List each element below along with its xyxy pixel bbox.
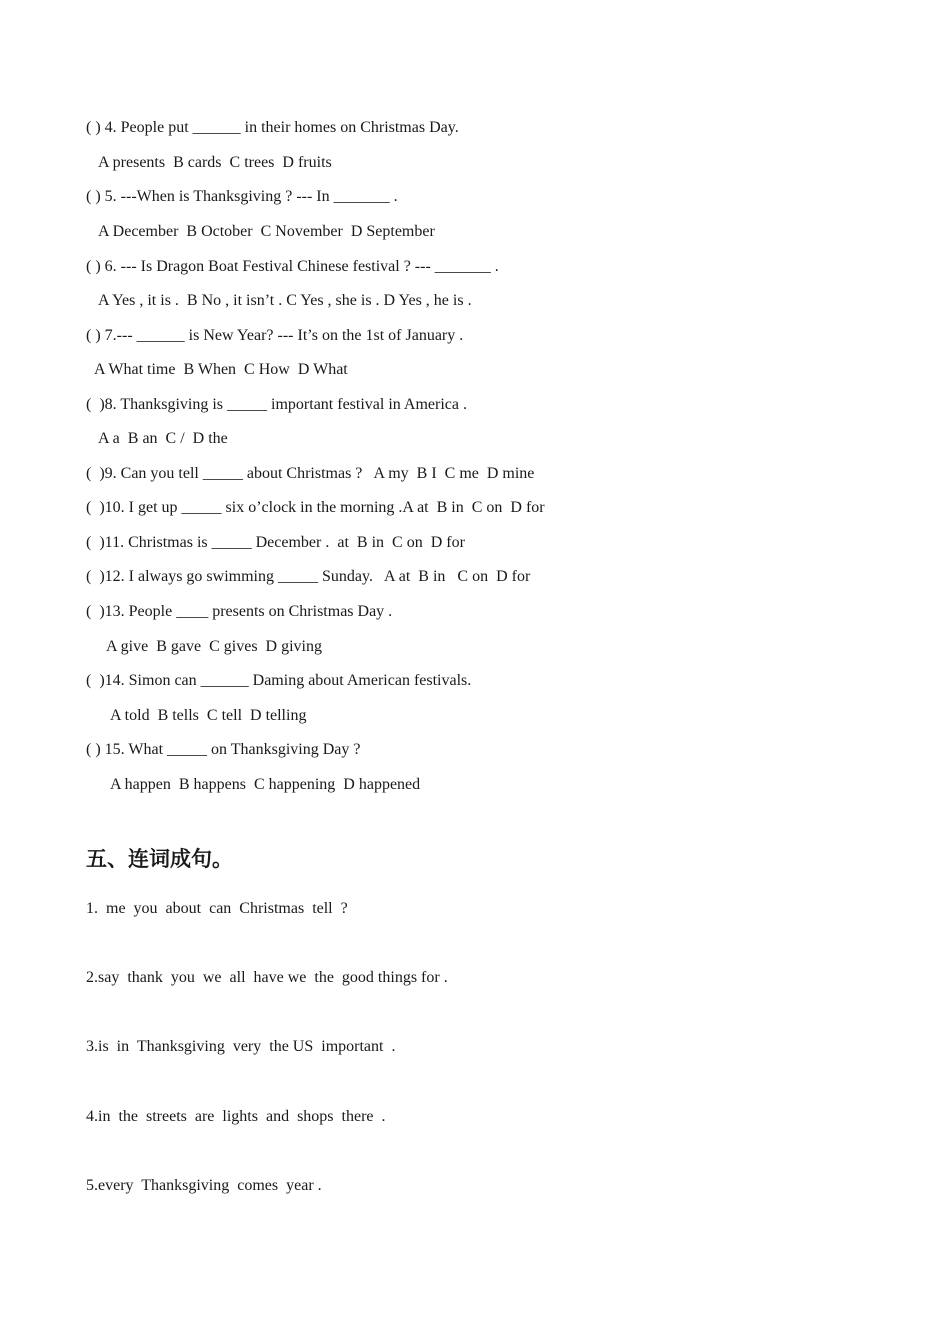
question-13: ( )13. People ____ presents on Christmas Day . [86,603,393,620]
question-6: ( ) 6. --- Is Dragon Boat Festival Chinese festival ? --- _______ . [86,258,499,275]
question-5: ( ) 5. ---When is Thanksgiving ? --- In _______ . [86,188,398,205]
sentence-1: 1. me you about can Christmas tell ? [86,900,348,917]
section-title: 五、连词成句。 [86,847,233,871]
question-8-options: A a B an C / D the [98,430,228,447]
sentence-2: 2.say thank you we all have we the good things for . [86,969,448,986]
question-8: ( )8. Thanksgiving is _____ important festival in America . [86,396,467,413]
question-7: ( ) 7.--- ______ is New Year? --- It’s on the 1st of January . [86,327,464,344]
question-10: ( )10. I get up _____ six o’clock in the morning .A at B in C on D for [86,499,545,516]
question-15: ( ) 15. What _____ on Thanksgiving Day ? [86,741,361,758]
question-12: ( )12. I always go swimming _____ Sunday. A at B in C on D for [86,568,531,585]
question-13-options: A give B gave C gives D giving [106,638,322,655]
question-5-options: A December B October C November D September [98,223,435,240]
question-4-options: A presents B cards C trees D fruits [98,154,332,171]
sentence-5: 5.every Thanksgiving comes year . [86,1177,322,1194]
question-4: ( ) 4. People put ______ in their homes on Christmas Day. [86,119,459,136]
sentence-3: 3.is in Thanksgiving very the US important . [86,1038,396,1055]
question-6-options: A Yes , it is . B No , it isn’t . C Yes , she is . D Yes , he is . [98,292,472,309]
question-7-options: A What time B When C How D What [94,361,348,378]
question-15-options: A happen B happens C happening D happened [110,776,421,793]
question-14: ( )14. Simon can ______ Daming about American festivals. [86,672,472,689]
question-14-options: A told B tells C tell D telling [110,707,307,724]
question-11: ( )11. Christmas is _____ December . at B in C on D for [86,534,465,551]
sentence-4: 4.in the streets are lights and shops there . [86,1108,386,1125]
question-9: ( )9. Can you tell _____ about Christmas ? A my B I C me D mine [86,465,535,482]
